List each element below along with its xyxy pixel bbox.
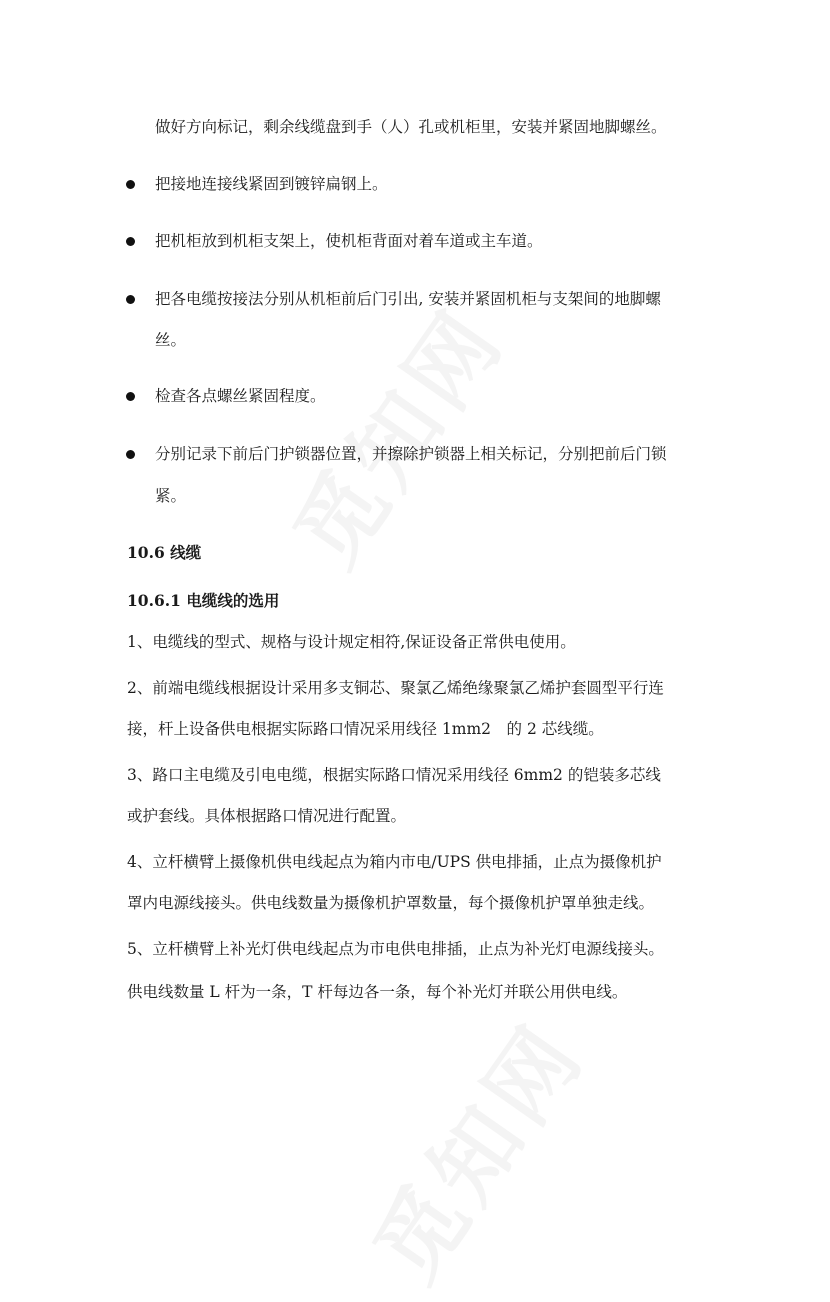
watermark [340, 994, 608, 1302]
list-item-5: 5、立杆横臂上补光灯供电线起点为市电供电排插，止点为补光灯电源线接头。 [127, 940, 664, 958]
bullet-item-3: 把各电缆按接法分别从机柜前后门引出, 安装并紧固机柜与支架间的地脚螺 [155, 290, 661, 308]
bullet-dot-icon [126, 392, 135, 401]
bullet-item-1: 把接地连接线紧固到镀锌扁钢上。 [155, 175, 388, 193]
list-item-3-cont: 或护套线。具体根据路口情况进行配置。 [127, 807, 407, 825]
bullet-dot-icon [126, 180, 135, 189]
watermark [260, 279, 528, 587]
list-item-1: 1、电缆线的型式、规格与设计规定相符,保证设备正常供电使用。 [127, 633, 576, 651]
bullet-dot-icon [126, 450, 135, 459]
bullet-item-5-cont: 紧。 [155, 487, 187, 505]
list-item-2: 2、前端电缆线根据设计采用多支铜芯、聚氯乙烯绝缘聚氯乙烯护套圆型平行连 [127, 679, 664, 697]
bullet-dot-icon [126, 295, 135, 304]
bullet-dot-icon [126, 237, 135, 246]
list-item-4: 4、立杆横臂上摄像机供电线起点为箱内市电/UPS 供电排插，止点为摄像机护 [127, 853, 662, 871]
list-item-2-cont: 接，杆上设备供电根据实际路口情况采用线径 1mm2 的 2 芯线缆。 [127, 720, 604, 738]
bullet-item-2: 把机柜放到机柜支架上，使机柜背面对着车道或主车道。 [155, 232, 543, 250]
list-item-3: 3、路口主电缆及引电电缆，根据实际路口情况采用线径 6mm2 的铠装多芯线 [127, 766, 661, 784]
section-heading: 10.6 线缆 [127, 543, 202, 562]
list-item-5-cont: 供电线数量 L 杆为一条，T 杆每边各一条，每个补光灯并联公用供电线。 [127, 983, 628, 1001]
list-item-4-cont: 罩内电源线接头。供电线数量为摄像机护罩数量，每个摄像机护罩单独走线。 [127, 894, 655, 912]
paragraph-continued: 做好方向标记，剩余线缆盘到手（人）孔或机柜里，安装并紧固地脚螺丝。 [155, 118, 667, 136]
bullet-item-4: 检查各点螺丝紧固程度。 [155, 387, 326, 405]
bullet-item-5: 分别记录下前后门护锁器位置，并擦除护锁器上相关标记，分别把前后门锁 [155, 445, 667, 463]
bullet-item-3-cont: 丝。 [155, 331, 187, 349]
subsection-heading: 10.6.1 电缆线的选用 [127, 591, 280, 610]
